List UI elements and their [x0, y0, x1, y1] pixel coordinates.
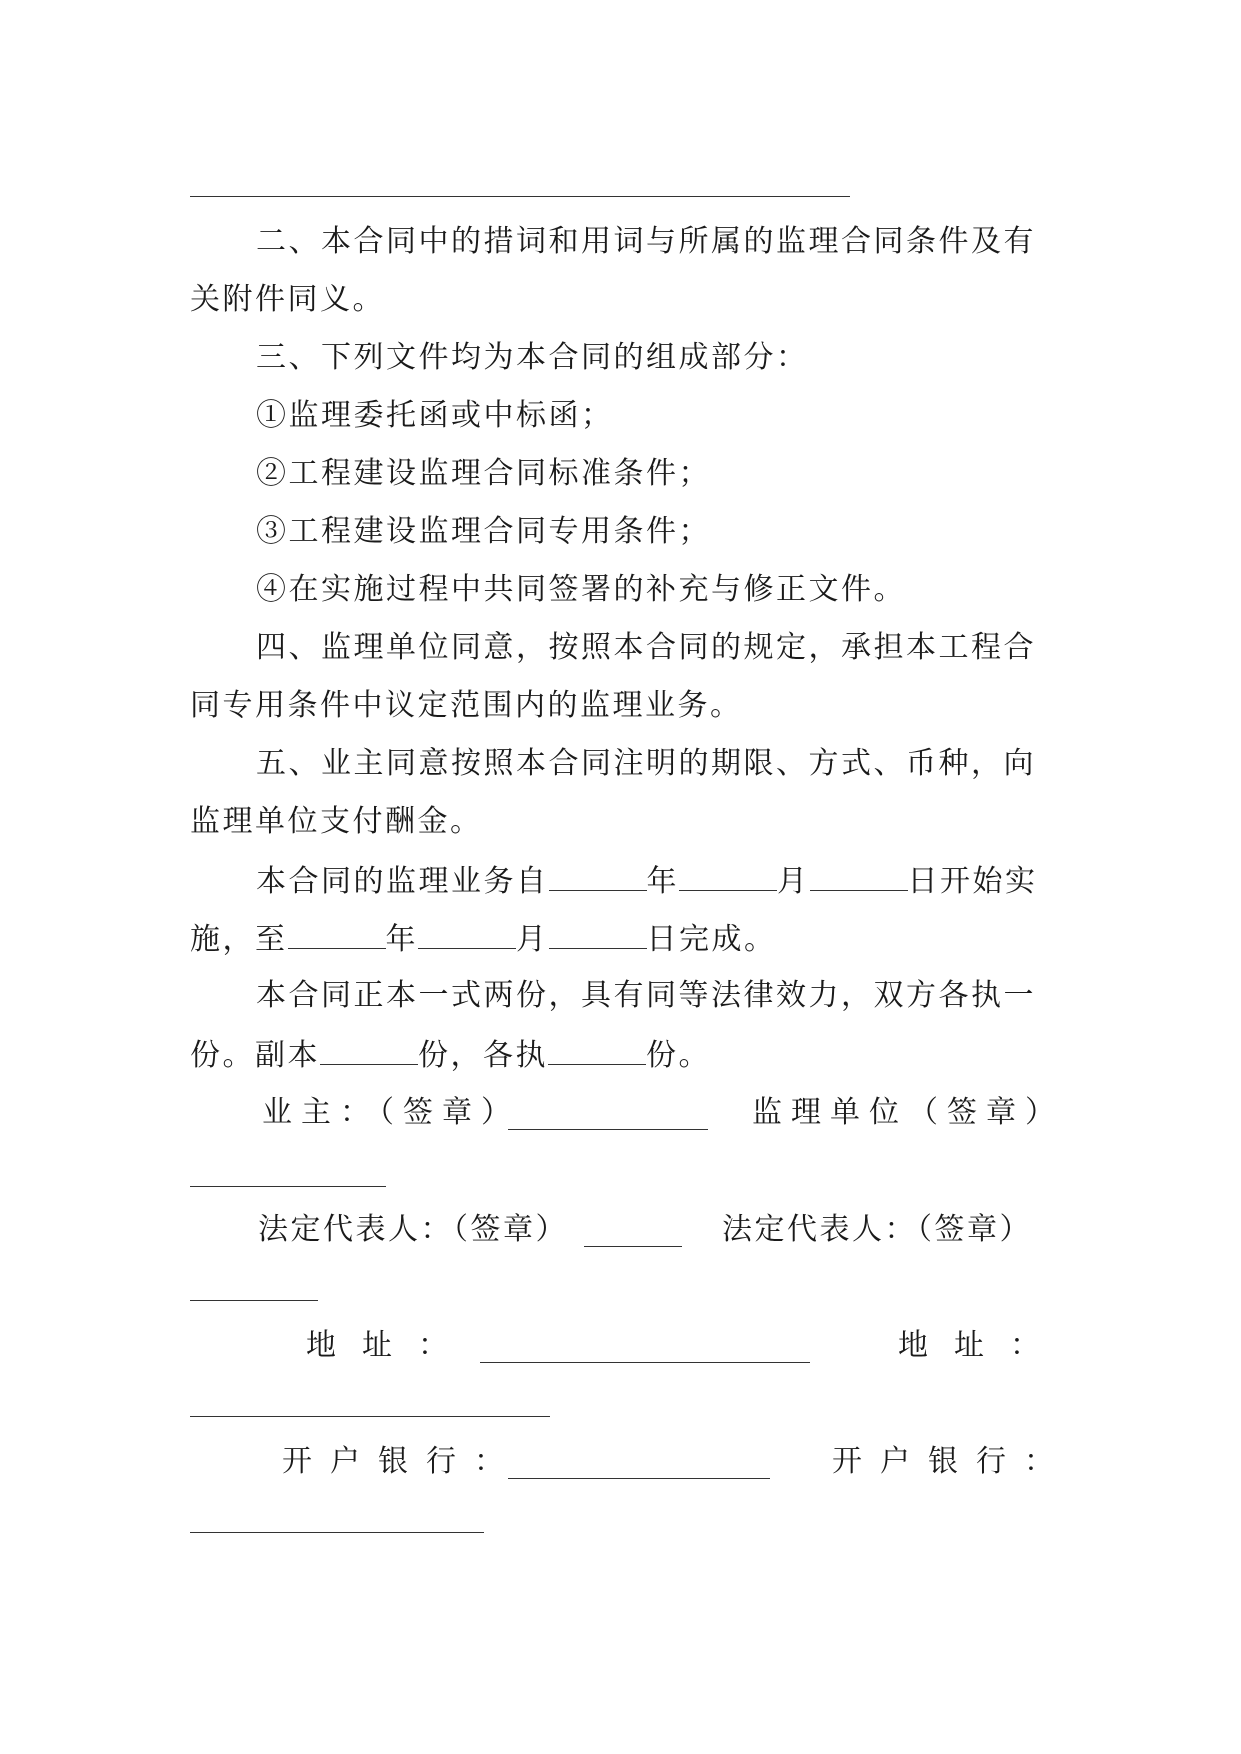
end-month-blank[interactable] [418, 918, 516, 949]
paragraph-5-line-2: 监理单位支付酬金。 [190, 804, 483, 839]
date-start-line [256, 860, 1038, 902]
date-start-suffix: 日开始实 [907, 864, 1038, 899]
year-label: 年 [385, 922, 418, 957]
bank-left-label: 开户银行： [282, 1444, 522, 1479]
copies-text-c: 份。 [646, 1038, 711, 1073]
supervisor-signature-blank[interactable] [190, 1186, 386, 1187]
end-day-blank[interactable] [549, 918, 647, 949]
end-year-blank[interactable] [288, 918, 386, 949]
month-label: 月 [516, 922, 549, 957]
date-end-suffix: 日完成。 [646, 922, 777, 957]
duplicate-count-blank[interactable] [320, 1034, 418, 1065]
legal-rep-right-blank[interactable] [190, 1300, 318, 1301]
address-right-label: 地址： [898, 1328, 1066, 1363]
paragraph-3: 三、下列文件均为本合同的组成部分： [256, 340, 809, 375]
copies-text-b: 份，各执 [418, 1038, 548, 1073]
paragraph-2-line-1: 二、本合同中的措词和用词与所属的监理合同条件及有 [256, 224, 1036, 259]
list-item-3: ③工程建设监理合同专用条件； [256, 514, 711, 549]
address-right-blank[interactable] [190, 1416, 550, 1417]
bank-left-blank[interactable] [508, 1478, 770, 1479]
date-end-line [190, 918, 777, 960]
start-year-blank[interactable] [549, 860, 647, 891]
date-end-prefix: 施，至 [190, 922, 288, 957]
legal-rep-left-label: 法定代表人：（签章） [258, 1212, 568, 1247]
list-item-2: ②工程建设监理合同标准条件； [256, 456, 711, 491]
copies-text-a: 份。副本 [190, 1038, 320, 1073]
month-label: 月 [777, 864, 810, 899]
paragraph-4-line-1: 四、监理单位同意，按照本合同的规定，承担本工程合 [256, 630, 1036, 665]
copies-line-1: 本合同正本一式两份，具有同等法律效力，双方各执一 [256, 978, 1036, 1013]
paragraph-5-line-1: 五、业主同意按照本合同注明的期限、方式、币种，向 [256, 746, 1036, 781]
bank-right-blank[interactable] [190, 1532, 484, 1533]
date-start-prefix: 本合同的监理业务自 [256, 864, 549, 899]
owner-signature-blank[interactable] [508, 1129, 708, 1130]
start-month-blank[interactable] [679, 860, 777, 891]
each-holds-blank[interactable] [548, 1034, 646, 1065]
start-day-blank[interactable] [810, 860, 908, 891]
top-divider-line [190, 196, 850, 197]
supervisor-signature-label: 监理单位（签章） [752, 1095, 1064, 1130]
address-left-label: 地址： [306, 1328, 474, 1363]
list-item-1: ①监理委托函或中标函； [256, 398, 614, 433]
owner-signature-label: 业主：（签章） [262, 1095, 520, 1130]
bank-right-label: 开户银行： [832, 1444, 1072, 1479]
paragraph-2-line-2: 关附件同义。 [190, 282, 385, 317]
list-item-4: ④在实施过程中共同签署的补充与修正文件。 [256, 572, 906, 607]
copies-line-2 [190, 1034, 711, 1076]
legal-rep-right-label: 法定代表人：（签章） [722, 1212, 1032, 1247]
address-left-blank[interactable] [480, 1362, 810, 1363]
year-label: 年 [646, 864, 679, 899]
legal-rep-left-blank[interactable] [584, 1246, 682, 1247]
paragraph-4-line-2: 同专用条件中议定范围内的监理业务。 [190, 688, 743, 723]
